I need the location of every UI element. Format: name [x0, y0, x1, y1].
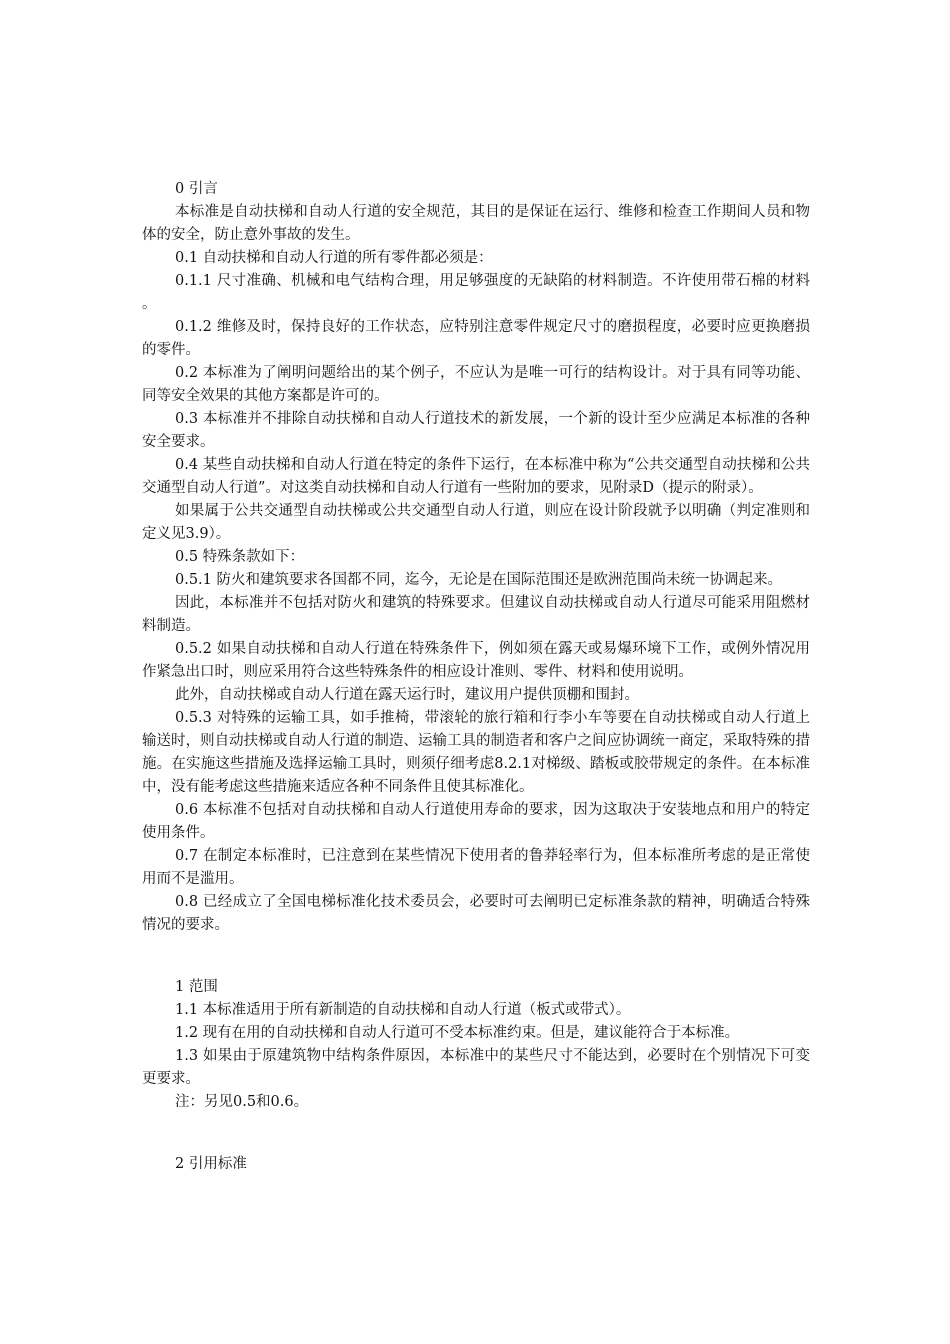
- section-0-heading: 0 引言: [175, 181, 218, 197]
- paragraph: 0.8 已经成立了全国电梯标准化技术委员会，必要时可去阐明已定标准条款的精神，明确适合特殊情况的要求。: [142, 894, 810, 933]
- paragraph: 1.3 如果由于原建筑物中结构条件原因，本标准中的某些尺寸不能达到，必要时在个别情况下可变更要求。: [142, 1048, 810, 1087]
- paragraph: 1.2 现有在用的自动扶梯和自动人行道可不受本标准约束。但是，建议能符合于本标准。: [175, 1025, 740, 1041]
- section-spacer: [142, 937, 810, 976]
- section-spacer: [142, 1114, 810, 1153]
- paragraph: 0.5.3 对特殊的运输工具，如手推椅，带滚轮的旅行箱和行李小车等要在自动扶梯或自动人行道上输送时，则自动扶梯或自动人行道的制造、运输工具的制造者和客户之间应协调统一商定，采取特殊的措施。在实施这些措施及选择运输工具时，则须仔细考虑8.2.1对梯级、踏板或胶带规定的条件。在本标准中，没有能考虑这些措施来适应各种不同条件且使其标准化。: [142, 710, 810, 795]
- paragraph: 0.5.2 如果自动扶梯和自动人行道在特殊条件下，例如须在露天或易爆环境下工作，或例外情况用作紧急出口时，则应采用符合这些特殊条件的相应设计准则、零件、材料和使用说明。: [142, 641, 810, 680]
- paragraph: 本标准是自动扶梯和自动人行道的安全规范，其目的是保证在运行、维修和检查工作期间人员和物体的安全，防止意外事故的发生。: [142, 204, 810, 243]
- paragraph: 0.1 自动扶梯和自动人行道的所有零件都必须是：: [175, 250, 493, 266]
- section-2-heading: 2 引用标准: [175, 1156, 247, 1172]
- paragraph: 0.1.2 维修及时，保持良好的工作状态，应特别注意零件规定尺寸的磨损程度，必要时应更换磨损的零件。: [142, 319, 810, 358]
- paragraph: 0.6 本标准不包括对自动扶梯和自动人行道使用寿命的要求，因为这取决于安装地点和用户的特定使用条件。: [142, 802, 810, 841]
- paragraph: 如果属于公共交通型自动扶梯或公共交通型自动人行道，则应在设计阶段就予以明确（判定准则和定义见3.9）。: [142, 503, 810, 542]
- paragraph: 因此，本标准并不包括对防火和建筑的特殊要求。但建议自动扶梯或自动人行道尽可能采用阻燃材料制造。: [142, 595, 810, 634]
- paragraph: 0.4 某些自动扶梯和自动人行道在特定的条件下运行，在本标准中称为“公共交通型自动扶梯和公共交通型自动人行道”。对这类自动扶梯和自动人行道有一些附加的要求，见附录D（提示的附录）。: [142, 457, 810, 496]
- paragraph: 注：另见0.5和0.6。: [175, 1094, 309, 1110]
- paragraph: 0.2 本标准为了阐明问题给出的某个例子，不应认为是唯一可行的结构设计。对于具有同等功能、同等安全效果的其他方案都是许可的。: [142, 365, 810, 404]
- paragraph: 此外，自动扶梯或自动人行道在露天运行时，建议用户提供顶棚和围封。: [175, 687, 639, 703]
- paragraph: 0.7 在制定本标准时，已注意到在某些情况下使用者的鲁莽轻率行为，但本标准所考虑的是正常使用而不是滥用。: [142, 848, 810, 887]
- paragraph: 0.3 本标准并不排除自动扶梯和自动人行道技术的新发展，一个新的设计至少应满足本标准的各种安全要求。: [142, 411, 810, 450]
- paragraph: 0.1.1 尺寸准确、机械和电气结构合理，用足够强度的无缺陷的材料制造。不许使用带石棉的材料。: [142, 273, 810, 312]
- paragraph: 1.1 本标准适用于所有新制造的自动扶梯和自动人行道（板式或带式）。: [175, 1002, 631, 1018]
- section-1-heading: 1 范围: [175, 979, 218, 995]
- document-page: [142, 178, 810, 1176]
- paragraph: 0.5 特殊条款如下：: [175, 549, 305, 565]
- paragraph: 0.5.1 防火和建筑要求各国都不同，迄今，无论是在国际范围还是欧洲范围尚未统一协调起来。: [175, 572, 782, 588]
